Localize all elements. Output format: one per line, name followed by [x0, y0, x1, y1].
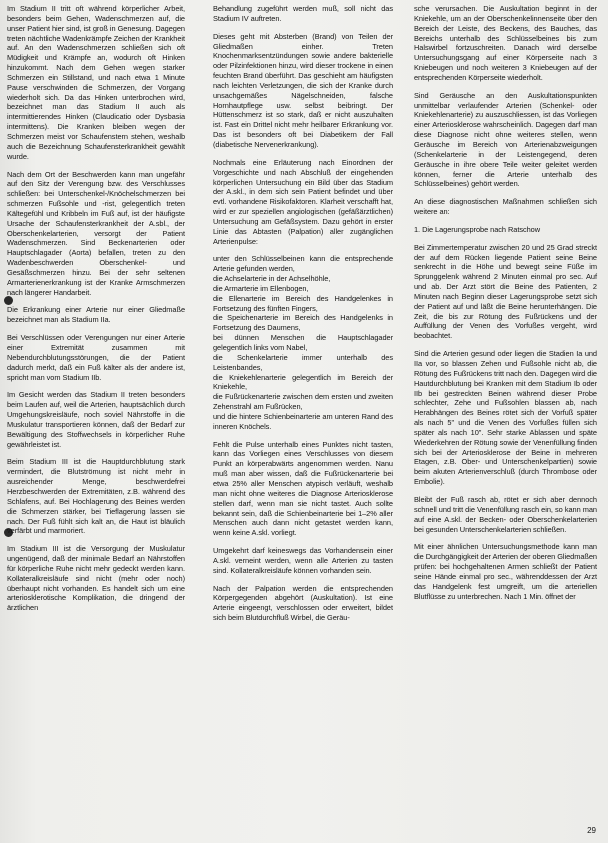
- paragraph: Behandlung zugeführt werden muß, soll nicht das Stadium IV auftreten.: [213, 4, 393, 23]
- paragraph: Im Gesicht werden das Stadium II treten besonders beim Laufen auf, weil die Arterien, hauptsächlich durch Umgehungskreisläufe, noch soviel Nährstoffe in die Muskulatur transportieren können, daß der Bedarf zur Bewältigung des Stoffwechsels in körperlicher Ruhe gewährleistet ist.: [7, 390, 185, 449]
- paragraph: Bleibt der Fuß rasch ab, rötet er sich aber dennoch schnell und tritt die Venenfüllung rasch ein, so kann man auf eine A.skl. der Becken- oder Oberschenkelarterien bei gesunden Unterschenkelarterien schließen.: [414, 494, 597, 534]
- paragraph: Fehlt die Pulse unterhalb eines Punktes nicht tasten, kann das Vorliegen eines Verschlusses von diesem Punkt an körperabwärts angenommen werden. Nanu muß man aber wissen, daß die Fußrückenarterie bei etwa 25% aller Menschen atypisch verläuft, weshalb man nicht ohne weiteres die Diagnose Arteriosklerose stellen darf, wenn man sie nicht tastet. Auch sollte bekannt sein, daß die Schienbeinarterie bei 1–2% aller Menschen auch dann nicht getastet werden kann, wenn keine A.skl. vorliegt.: [213, 439, 393, 538]
- paragraph: Im Stadium II tritt oft während körperlicher Arbeit, besonders beim Gehen, Wadenschmerzen auf, die unser Patient hier sind, ist groß in Genesung. Dagegen treten nächtliche Wadenkrämpfe Zeichen der Krankheit auf. An den Wadenschmerzen schließen sich oft Müdigkeit und Krämpfe an, wodurch oft Hinken hinzukommt. Nach dem Gehen wegen starker Schmerzen ein Stillstand, und nach etwa 1 Minute Pause verschwinden die Schmerzen, der Vorgang wiederholt sich. Da das Hinken unterbrochen wird, bezeichnet man das Stadium II auch als intermittierendes Hinken (Claudicatio oder Dysbasia intermittens). Die Kranken bleiben wegen der Schmerzen meist vor Schaufenstern stehen, weshalb auch die Bezeichnung Schaufensterkrankheit gewählt wurde.: [7, 4, 185, 161]
- pulse-list: unter den Schlüsselbeinen kann die entsprechende Arterie gefunden werden, die Achselarterie in der Achselhöhle, die Armarterie im Ellenbogen, die Ellenarterie im Bereich des Handgelenkes in Fortsetzung des fünften Fingers, die Speichenarterie im Bereich des Handgelenks in Fortsetzung des Daumens, bei dünnen Menschen die Hauptschlagader gelegentlich links vom Nabel, die Schenkelarterie immer unterhalb des Leistenbandes, die Kniekehlenarterie gelegentlich im Bereich der Kniekehle, die Fußrückenarterie zwischen dem ersten und zweiten Zehenstrahl am Fußrücken, und die hintere Schienbeinarterie am unteren Rand des inneren Knöchels.: [213, 254, 393, 431]
- paragraph: Nach der Palpation werden die entsprechenden Körpergegenden abgehört (Auskultation). Ist eine Arterie eingeengt, verschlossen oder erweitert, bildet sich beim Blutdurchfluß Wirbel, die Geräu-: [213, 583, 393, 623]
- paragraph: Bei Zimmertemperatur zwischen 20 und 25 Grad streckt der auf dem Rücken liegende Patient seine Beine senkrecht in die Höhe und bewegt seine Füße im Sprunggelenk während 2 Minuten einmal pro sec. Auf und ab. Der Arzt stört die Beine des Patienten, 2 Minuten nach Beginn dieser Lagerungsprobe setzt sich der Patient auf und läßt die Beine herunterhängen. Die Zeit, die bis zur Rötung des Fußrückens und der Auffüllung der Venen des Vorfußes vergeht, wird beobachtet.: [414, 242, 597, 341]
- paragraph: Umgekehrt darf keineswegs das Vorhandensein einer A.skl. verneint werden, wenn alle Arterien zu tasten sind. Kollateralkreisläufe können vorhanden sein.: [213, 546, 393, 575]
- paragraph: Nach dem Ort der Beschwerden kann man ungefähr auf den Sitz der Verengung bzw. des Verschlusses schließen: bei Unterschenkel-/Knöchelschmerzen bei schmerzen Fußsohle und -rist, gelegentlich treten Kältegefühl und Kribbeln im Fuß auf, ist der häufigste Ursache der Schaufensterkrankheit der A.sbl., der Oberschenkelarterien, versorgt der Patient Wadenschmerzen. Sind Beckenarterien oder Hauptschlagader (Aorta) befallen, treten zu den Wadenbeschwerden Oberschenkel- und Gesäßschmerzen hinzu. Bei der sehr seltenen Armarterienerkrankung ist der Kranke Armschmerzen nach längerer Handarbeit.: [7, 169, 185, 297]
- paragraph: Sind die Arterien gesund oder liegen die Stadien Ia und IIa vor, so blassen Zehen und Fußsohle nicht ab, die Rötung des Fußrückens tritt nach den. Dagegen wird die Hautdurchblutung bei Kranken mit dem Stadium Ib oder IIb bei gestreckten Beinen während dieser Probe schlechter, Zehe und Fußsohlen blassen ab, nach Herabhängen des Beines rötet sich der Vorfuß später als nach 5" und die Venen des Vorfußes füllen sich später als nach 10". Sehr starke Ablassen und späte Wiederkehren der Rötung sowie der Venenfüllung finden sich bei der Arteriosklerose der Beine in mehreren Etagen, z.B. Ober- und Unterschenkelpartien) sowie beim akuten Arterienverschluß (durch Thrombose oder Embolie).: [414, 349, 597, 487]
- paragraph: Bei Verschlüssen oder Verengungen nur einer Arterie einer Extremität zusammen mit Nebendurchblutungsstörungen, die der Patient dadurch merkt, daß ein Fuß kälter als der andere ist, spricht man vom Stadium IIb.: [7, 333, 185, 382]
- paragraph: Beim Stadium III ist die Hauptdurchblutung stark vermindert, die Blutströmung ist nicht mehr in ausreichender Menge, beschwerdefrei Herzbeschwerden der Extremitäten, z.B. während des Schlafens, auf. Bei Hochlagerung des Beines werden die Schmerzen stärker, bei Tieflagerung lassen sie nach. Der Fuß fühlt sich kalt an, die Haut ist bläulich verfärbt und marmoriert.: [7, 457, 185, 536]
- paragraph: Sind Geräusche an den Auskultationspunkten unmittelbar verlaufender Arterien (Schenkel- oder Kniekehlenarterie) zu auszuschliessen, ist das Vorliegen einer Arteriosklerose wahrscheinlich. Dagegen darf man diese Diagnose nicht ohne weiteres stellen, wenn Geräusche im Bereich von Arterienabzweigungen (Schenkelarterie in der Leistengegend, deren Geräusche in ihre obere Teile weiter geleitet werden können, ferner die Arterie unterhalb des Schlüsselbeines) gehört werden.: [414, 90, 597, 189]
- text-column-left: [7, 4, 185, 621]
- paragraph: Im Stadium III ist die Versorgung der Muskulatur ungenügend, daß der minimale Bedarf an Nährstoffen für körperliche Ruhe nicht mehr gedeckt werden kann. Kollateralkreisläufe sind nicht (mehr oder noch) überhaupt nicht vorhanden. Es handelt sich um eine arteriosklerotische Komplikation, die dringend der ärztlichen: [7, 544, 185, 613]
- paragraph: An diese diagnostischen Maßnahmen schließen sich weitere an:: [414, 197, 597, 217]
- page-number: 29: [587, 826, 596, 835]
- paragraph: Mit einer ähnlichen Untersuchungsmethode kann man die Durchgängigkeit der Arterien der oberen Gliedmaßen prüfen: bei hochgehaltenen Armen schließt der Patient seine Hände einmal pro sec., währenddessen der Arzt das Handgelenk fest umgreift, um die arteriellen Blutflüsse zu unterbrechen. Nach 1 Min. öffnet der: [414, 542, 597, 601]
- paragraph: Dieses geht mit Absterben (Brand) von Teilen der Gliedmaßen einher. Treten Knochenmarksentzündungen sowie andere bakterielle oder Pilzinfektionen hinzu, wird dieser trockene in einen feuchten Brand überführt. Das geschieht am häufigsten nach leichten Verletzungen, die sich der Kranke durch unsachgemäßes Nägelschneiden, falsche Hornhautpflege usw. selbst beibringt. Der Hüttenschmerz ist so stark, daß er nicht auszuhalten ist. Fast ein Drittel nicht mehr heilbarer Erkrankung vor. Das ist besonders oft bei Diabetikern der Fall (diabetische Nervenerkrankung).: [213, 31, 393, 149]
- paragraph: Nochmals eine Erläuterung nach Einordnen der Vorgeschichte und nach Abschluß der eingehenden körperlichen Untersuchung ein Bild über das Stadium der A.skl., in dem sich sein Patient befindet und über evtl. vorhandene Risikofaktoren. Klarheit verschafft hat, wird er zur speziellen angiologischen (gefäßärztlichen) Untersuchung am Gefäßsystem. Dazu gehört in erster Linie das Abtasten (Palpation) aller zugänglichen Arterienpulse:: [213, 157, 393, 246]
- paragraph: sche verursachen. Die Auskultation beginnt in der Kniekehle, um an der Oberschenkelinnenseite über den Bereich der Leiste, des Beckens, des Bauches, das Bereichs unterhalb des Schlüsselbeines bis zum Halswirbel fortzuschreiten. Danach wird derselbe Untersuchungsgang auf einer Körperseite nach 3 Kniebeugen und noch weiteren 3 Kniebeugen auf der entsprechenden Körperseite wiederholt.: [414, 4, 597, 82]
- paragraph: Die Erkrankung einer Arterie nur einer Gliedmaße bezeichnet man als Stadium IIa.: [7, 305, 185, 325]
- section-heading: 1. Die Lagerungsprobe nach Ratschow: [414, 224, 541, 234]
- text-column-middle: [213, 4, 393, 631]
- text-column-right: [414, 4, 597, 609]
